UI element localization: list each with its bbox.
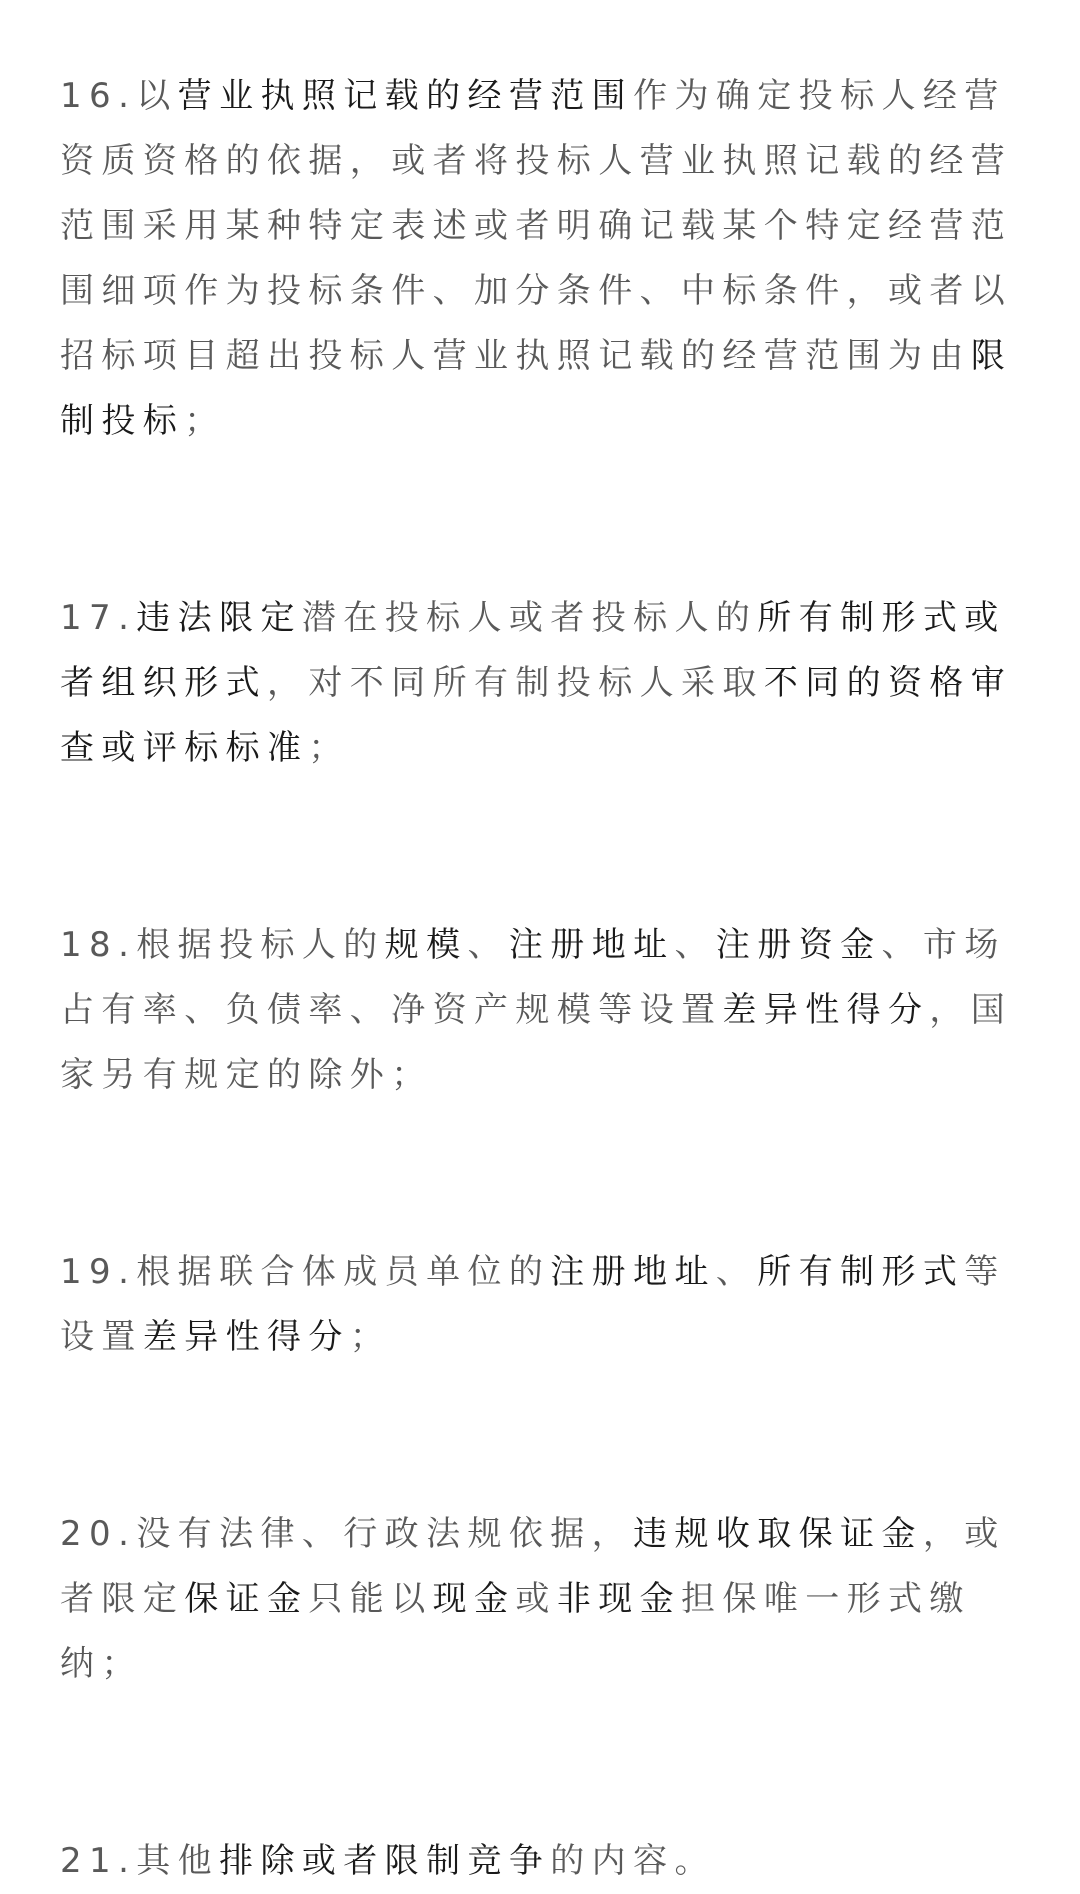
clause-17-text: ，对不同所有制投标人采取 xyxy=(267,663,764,703)
clause-17-emphasis: 所有制形式或者组织形式 xyxy=(60,598,1006,703)
clause-18-emphasis: 注册资金 xyxy=(715,925,882,965)
clause-20-emphasis: 违规收取保证金 xyxy=(633,1514,923,1554)
clause-16-emphasis: 限制投标 xyxy=(60,336,1013,441)
clause-20-text: 20.没有法律、行政法规依据， xyxy=(60,1514,634,1554)
clause-17-text: 17. xyxy=(60,598,137,638)
clause-19 xyxy=(60,1240,1025,1370)
clause-18-text: 、市场占有率、负债率、净资产规模等设置 xyxy=(60,925,1006,1030)
clause-17-emphasis: 不同的资格审查或评标标准 xyxy=(60,663,1013,768)
clause-18-text: 、 xyxy=(674,925,716,965)
clause-21-text: 的内容。 xyxy=(550,1841,716,1881)
clause-21 xyxy=(60,1829,1025,1894)
clause-18-emphasis: 规模 xyxy=(384,925,468,965)
clause-19-emphasis: 注册地址 xyxy=(550,1252,716,1292)
clause-20 xyxy=(60,1502,1025,1697)
clause-19-text: 等设置 xyxy=(60,1252,1006,1357)
clause-20-text: 只能以 xyxy=(308,1579,433,1619)
clause-19-emphasis: 所有制形式 xyxy=(757,1252,965,1292)
clause-16-text: 作为确定投标人经营资质资格的依据，或者将投标人营业执照记载的经营范围采用某种特定表述或者明确记载某个特定经营范围细项作为投标条件、加分条件、中标条件，或者以招标项目超出投标人营业执照记载的经营范围为由 xyxy=(60,76,1013,376)
clause-20-emphasis: 保证金 xyxy=(184,1579,309,1619)
clause-19-emphasis: 差异性得分 xyxy=(142,1317,350,1357)
clause-16 xyxy=(60,64,1025,454)
clause-17-text: ； xyxy=(308,728,350,768)
clause-18 xyxy=(60,913,1025,1108)
clause-19-text: ； xyxy=(349,1317,392,1357)
clause-18-text: 、 xyxy=(467,925,509,965)
clause-16-text: ； xyxy=(184,401,226,441)
clause-17 xyxy=(60,586,1025,781)
clause-20-emphasis: 现金 xyxy=(432,1579,516,1619)
clause-19-text: 19.根据联合体成员单位的 xyxy=(60,1252,551,1292)
clause-20-text: ，或者限定 xyxy=(60,1514,1006,1619)
clause-18-text: ，国家另有规定的除外； xyxy=(60,990,1013,1095)
clause-20-emphasis: 非现金 xyxy=(556,1579,682,1619)
clause-17-emphasis: 违法限定 xyxy=(136,598,302,638)
clause-20-text: 担保唯一形式缴纳； xyxy=(60,1579,971,1684)
clause-21-emphasis: 排除或者限制竞争 xyxy=(219,1841,551,1881)
clause-18-text: 18.根据投标人的 xyxy=(60,925,385,965)
clause-18-emphasis: 差异性得分 xyxy=(722,990,930,1030)
clause-21-text: 21.其他 xyxy=(60,1841,220,1881)
clause-18-emphasis: 注册地址 xyxy=(508,925,675,965)
document-body xyxy=(60,64,1025,1894)
clause-20-text: 或 xyxy=(515,1579,557,1619)
clause-19-text: 、 xyxy=(715,1252,758,1292)
clause-16-text: 16.以 xyxy=(60,76,178,116)
clause-17-text: 潜在投标人或者投标人的 xyxy=(301,598,758,638)
clause-16-emphasis: 营业执照记载的经营范围 xyxy=(177,76,634,116)
